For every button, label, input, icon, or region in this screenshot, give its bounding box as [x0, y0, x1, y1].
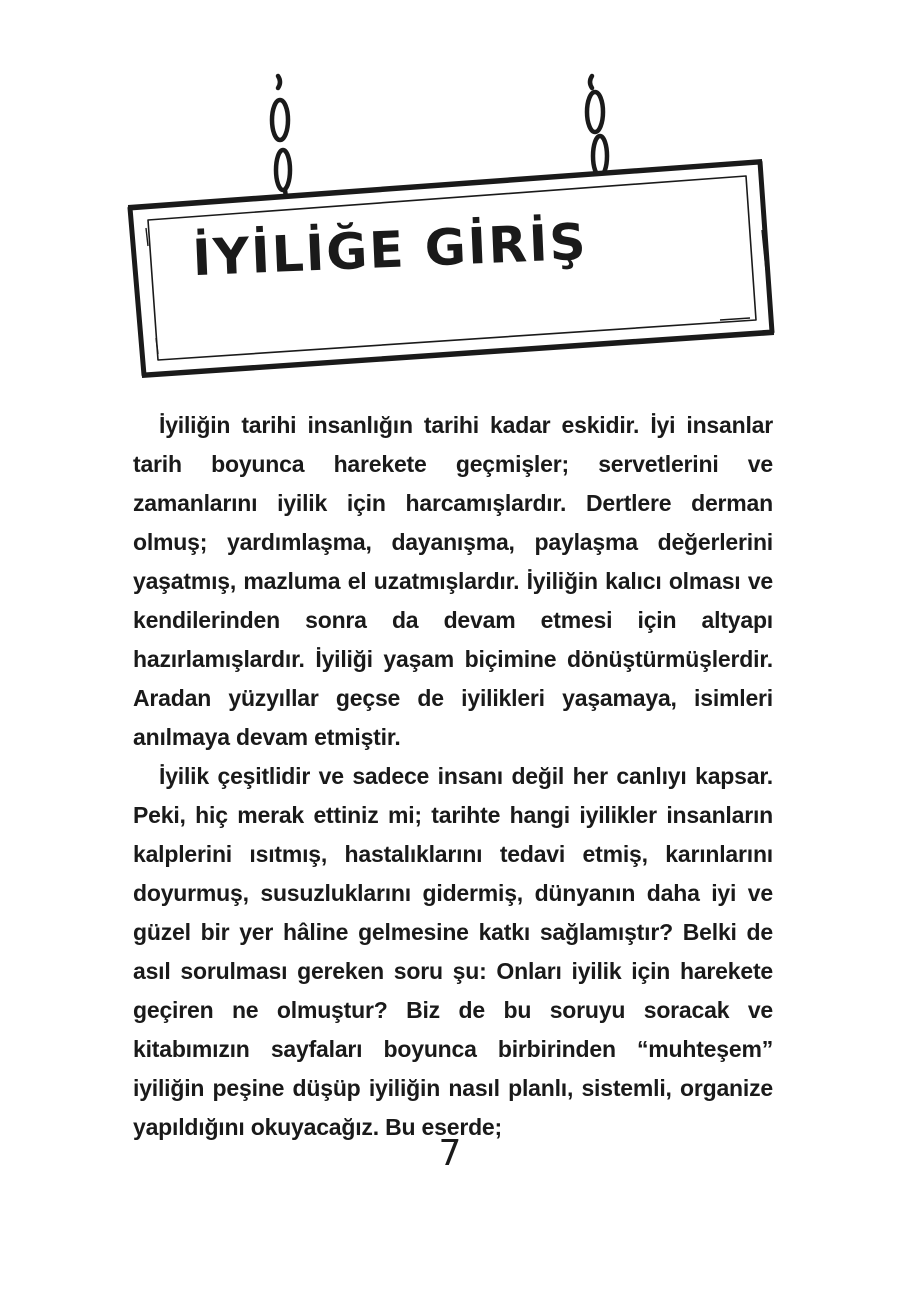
paragraph: İyilik çeşitlidir ve sadece insanı değil her canlıyı kapsar. Peki, hiç merak ettiniz mi; tarihte hangi iyilikler insanların kalplerini ısıtmış, hastalıklarını tedavi etmiş, karınlarını doyurmuş, susuzluklarını gidermiş, dünyanın daha iyi ve güzel bir yer hâline gelmesine katkı sağlamıştır? Belki de asıl sorulması gereken soru şu: Onları iyilik için harekete geçiren ne olmuştur? Biz de bu soruyu soracak ve kitabımızın sayfaları boyunca birbirinden “muhteşem” iyiliğin peşine düşüp iyiliğin nasıl planlı, sistemli, organize yapıldığını okuyacağız. Bu eserde; — [133, 763, 773, 1140]
body-text — [133, 406, 773, 1147]
page-number: 7 — [438, 1133, 462, 1174]
left-chain-icon — [272, 76, 290, 212]
paragraph: İyiliğin tarihi insanlığın tarihi kadar eskidir. İyi insanlar tarih boyunca harekete geçmişler; servetlerini ve zamanlarını iyilik için harcamışlardır. Dertlere derman olmuş; yardımlaşma, dayanışma, paylaşma değerlerini yaşatmış, mazluma el uzatmışlardır. İyiliğin kalıcı olması ve kendilerinden sonra da devam etmesi için altyapı hazırlamışlardır. İyiliği yaşam biçimine dönüştürmüşlerdir. Aradan yüzyıllar geçse de iyilikleri yaşamaya, isimleri anılmaya devam etmiştir. — [133, 412, 773, 750]
page-title: İYİLİĞE GİRİŞ — [191, 212, 589, 288]
right-chain-icon — [587, 76, 607, 186]
